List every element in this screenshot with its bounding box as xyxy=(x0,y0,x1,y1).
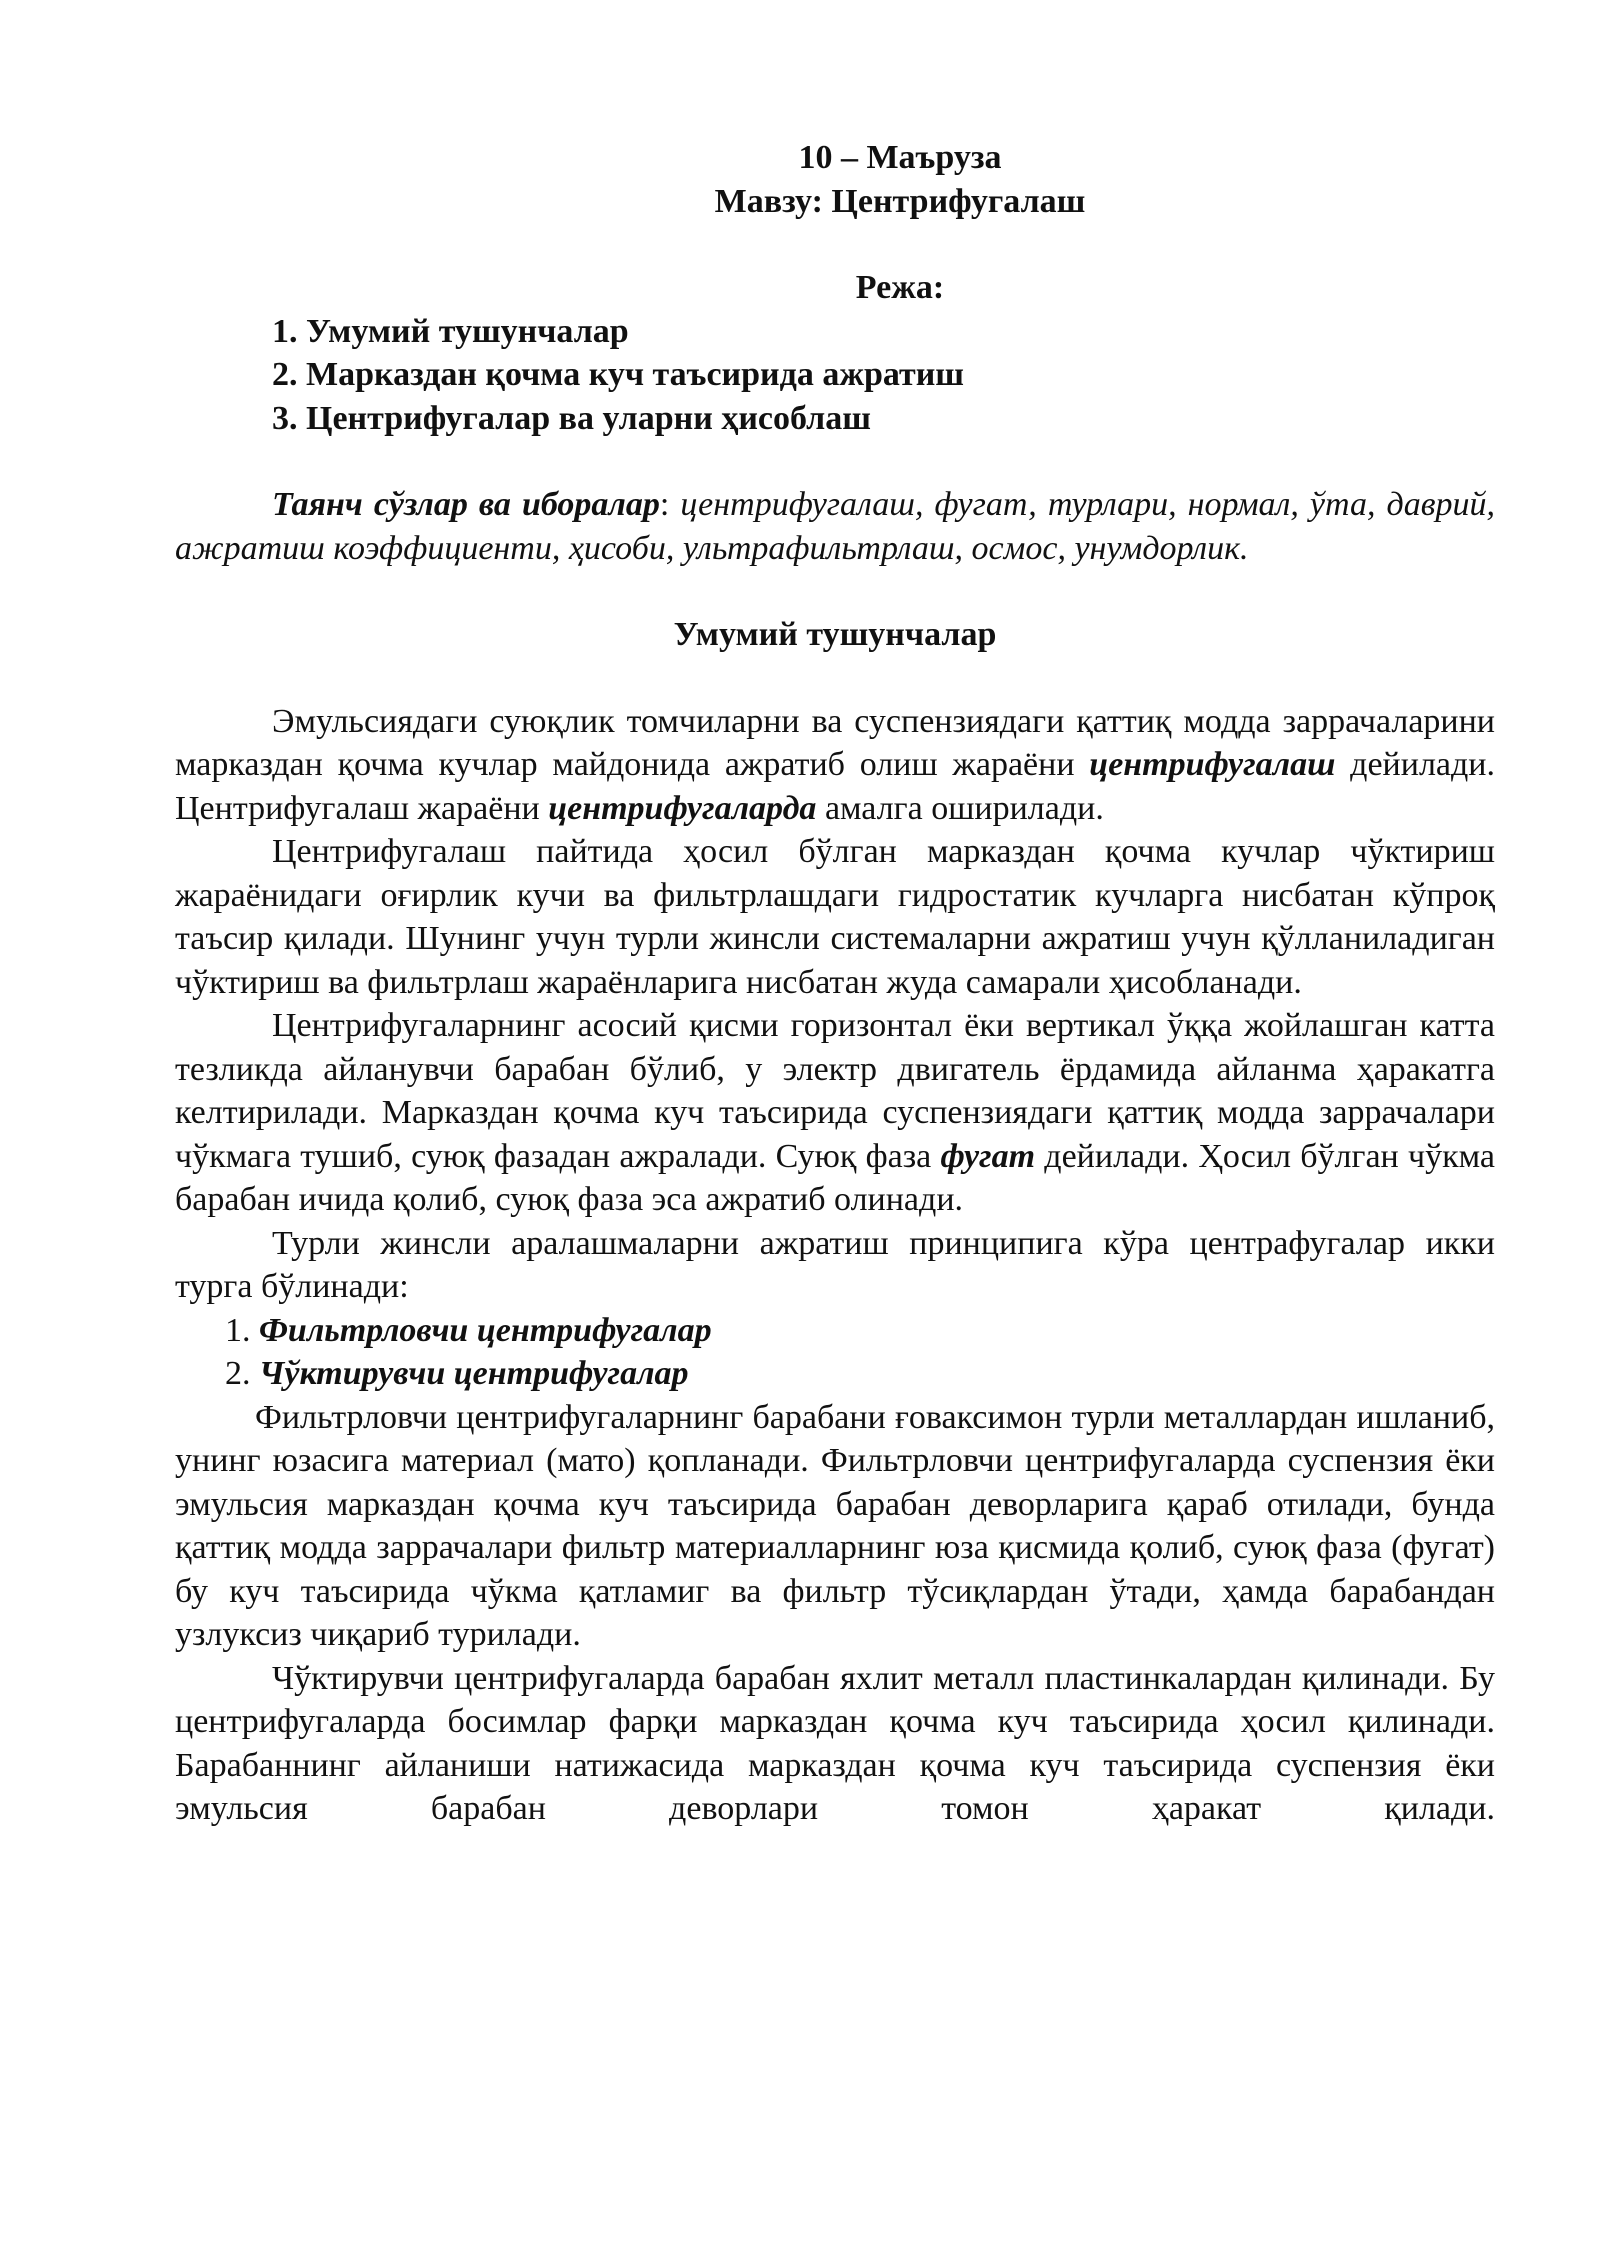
list-number: 1. xyxy=(225,1311,259,1349)
keywords-paragraph xyxy=(175,483,1495,570)
lecture-number: 10 – Маъруза xyxy=(798,139,1002,176)
term-centrifuges: центрифугаларда xyxy=(548,789,817,827)
plan-list xyxy=(175,310,1495,441)
page-content xyxy=(175,136,1495,1831)
term-centrifuging: центрифугалаш xyxy=(1089,746,1336,783)
plan-heading: Режа: xyxy=(855,269,945,306)
keywords-label: Таянч сўзлар ва иборалар xyxy=(272,486,660,523)
paragraph-definition xyxy=(175,700,1495,831)
lecture-topic: Мавзу: Центрифугалаш xyxy=(714,182,1086,220)
plan-item: 3. Центрифугалар ва уларни ҳисоблаш xyxy=(272,399,871,437)
list-label: Фильтрловчи центрифугалар xyxy=(259,1311,712,1349)
paragraph-structure xyxy=(175,1004,1495,1222)
types-list-item xyxy=(225,1352,1495,1396)
keywords-text: центрифугалаш, фугат, турлари, нормал, ўта, даврий, ажратиш коэффициенти, ҳисоби, ультрафильтрлаш, осмос, унумдорлик. xyxy=(175,486,1495,567)
text-run: амалга оширилади. xyxy=(816,789,1104,827)
paragraph-sedimentation: Чўктирувчи центрифугаларда барабан яхлит металл пластинкалардан қилинади. Бу центрифугаларда босимлар фарқи марказдан қочма куч таъсирида ҳосил қилинади. Барабаннинг айланиши натижасида марказдан қочма куч таъсирида суспензия ёки эмульсия барабан деворлари томон ҳаракат қилади. xyxy=(175,1659,1495,1827)
plan-item: 2. Марказдан қочма куч таъсирида ажратиш xyxy=(272,356,965,393)
keywords-colon: : xyxy=(659,486,670,523)
types-list xyxy=(175,1309,1495,1396)
paragraph-filtering: Фильтрловчи центрифугаларнинг барабани ғоваксимон турли металлардан ишланиб, унинг юзасига материал (мато) қопланади. Фильтрловчи центрифугаларда суспензия ёки эмульсия марказдан қочма куч таъсирида барабан деворларига қараб отилади, бунда қаттиқ модда заррачалари фильтр материалларнинг юза қисмида қолиб, суюқ фаза (фугат) бу куч таъсирида чўкма қатламиг ва фильтр тўсиқлардан ўтади, ҳамда барабандан узлуксиз чиқариб турилади. xyxy=(175,1398,1495,1653)
section-heading: Умумий тушунчалар xyxy=(673,616,997,653)
list-number: 2. xyxy=(225,1355,259,1392)
paragraph-types-intro: Турли жинсли аралашмаларни ажратиш принципига кўра центрафугалар икки турга бўлинади: xyxy=(175,1224,1495,1305)
list-label: Чўктирувчи центрифугалар xyxy=(259,1355,689,1392)
text-run: Эмульсиядаги суюқлик томчиларни ва суспензиядаги қаттиқ модда заррачаларини марказдан қочма кучлар майдонида ажратиб олиш жараёни xyxy=(175,702,1495,783)
types-list-item xyxy=(225,1309,1495,1353)
term-fugate: фугат xyxy=(940,1137,1036,1175)
paragraph-forces: Центрифугалаш пайтида ҳосил бўлган марказдан қочма кучлар чўктириш жараёнидаги оғирлик кучи ва фильтрлашдаги гидростатик кучларга нисбатан кўпроқ таъсир қилади. Шунинг учун турли жинсли системаларни ажратиш учун қўлланиладиган чўктириш ва фильтрлаш жараёнларига нисбатан жуда самарали ҳисобланади. xyxy=(175,833,1495,1001)
text-run: дейилади. Ҳосил бўлган чўкма барабан ичида қолиб, суюқ фаза эса ажратиб олинади. xyxy=(175,1137,1495,1218)
text-run: Центрифугаларнинг асосий қисми горизонтал ёки вертикал ўққа жойлашган катта тезликда айланувчи барабан бўлиб, у электр двигатель ёрдамида айланма ҳаракатга келтирилади. Марказдан қочма куч таъсирида суспензиядаги қаттиқ модда заррачалари чўкмага тушиб, суюқ фазадан ажралади. Суюқ фаза xyxy=(175,1007,1495,1175)
text-run: дейилади. Центрифугалаш жараёни xyxy=(175,746,1495,827)
plan-item: 1. Умумий тушунчалар xyxy=(272,312,629,350)
